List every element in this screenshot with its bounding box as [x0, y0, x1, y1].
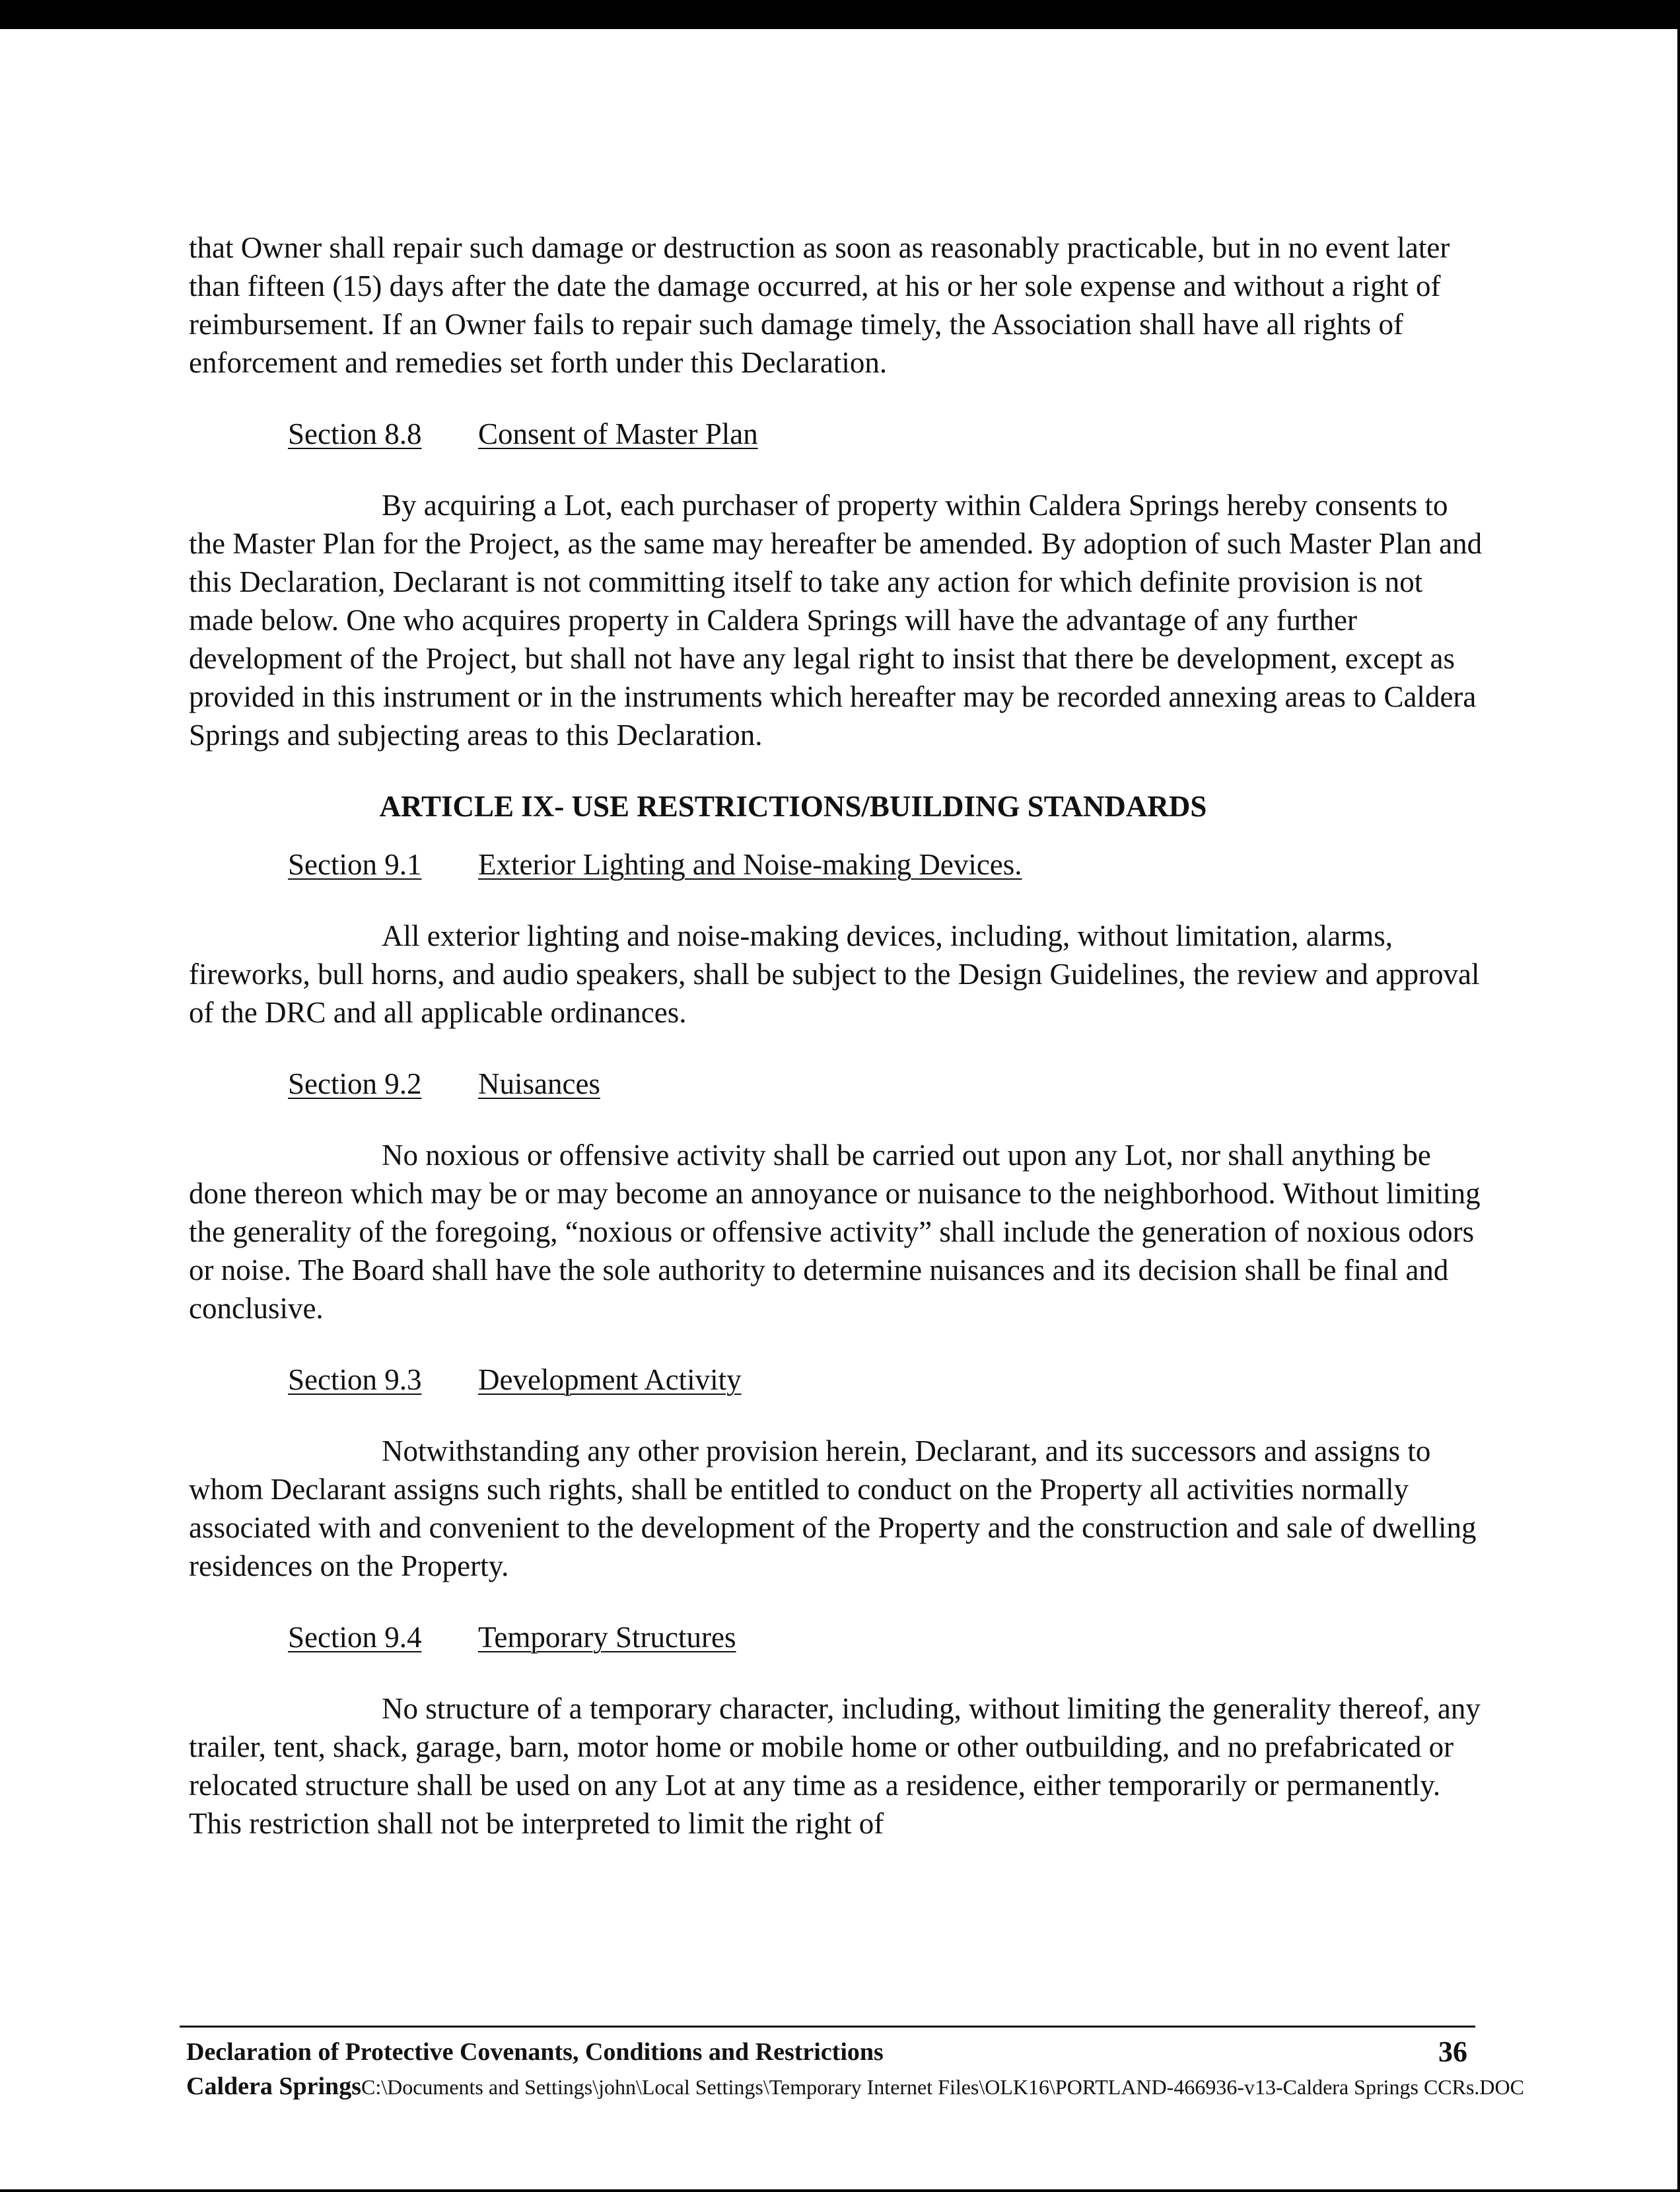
section-8-8-heading [288, 415, 1490, 453]
section-9-3-text: Notwithstanding any other provision herein, Declarant, and its successors and assigns to whom Declarant assigns such rights, shall be entitled to conduct on the Property all activities normally associated with and convenient to the development of the Property and the construction and sale of dwelling residences on the Property. [189, 1434, 1477, 1582]
section-9-4-heading [288, 1618, 1490, 1656]
section-9-3-heading [288, 1361, 1490, 1399]
scan-top-border [0, 0, 1680, 29]
section-title: Exterior Lighting and Noise-making Devices. [478, 848, 1022, 881]
section-number: Section 9.4 [288, 1621, 422, 1654]
section-number: Section 9.3 [288, 1363, 422, 1396]
section-title: Nuisances [478, 1067, 600, 1100]
section-number: Section 9.2 [288, 1067, 422, 1100]
section-9-4-text: No structure of a temporary character, including, without limiting the generality thereof, any trailer, tent, shack, garage, barn, motor home or mobile home or other outbuilding, and no prefabricated or relocated structure shall be used on any Lot at any time as a residence, either temporarily or permanently. This restriction shall not be interpreted to limit the right of [189, 1692, 1481, 1840]
section-9-2-text: No noxious or offensive activity shall be carried out upon any Lot, nor shall anything be done thereon which may be or may become an annoyance or nuisance to the neighborhood. Without limiting the generality of the foregoing, “noxious or offensive activity” shall include the generation of noxious odors or noise. The Board shall have the sole authority to determine nuisances and its decision shall be final and conclusive. [189, 1139, 1481, 1325]
footer-title-line [186, 2036, 1467, 2068]
footer-path-line [186, 2072, 1593, 2102]
section-9-1-text: All exterior lighting and noise-making devices, including, without limitation, alarms, fireworks, bull horns, and audio speakers, shall be subject to the Design Guidelines, the review and approval of the DRC and all applicable ordinances. [189, 919, 1480, 1029]
section-8-8-text: By acquiring a Lot, each purchaser of property within Caldera Springs hereby consents to the Master Plan for the Project, as the same may hereafter be amended. By adoption of such Master Plan and this Declaration, Declarant is not committing itself to take any action for which definite provision is not made below. One who acquires property in Caldera Springs will have the advantage of any further development of the Project, but shall not have any legal right to insist that there be development, except as provided in this instrument or in the instruments which hereafter may be recorded annexing areas to Caldera Springs and subjecting areas to this Declaration. [189, 489, 1483, 752]
section-title: Consent of Master Plan [478, 417, 758, 450]
article-ix-heading: ARTICLE IX- USE RESTRICTIONS/BUILDING STANDARDS [379, 790, 1207, 823]
section-9-2-heading [288, 1065, 1490, 1103]
footer-divider [180, 2026, 1475, 2028]
scan-right-border [1677, 29, 1680, 2192]
footer-file-path: C:\Documents and Settings\john\Local Settings\Temporary Internet Files\OLK16\PORTLAND-466936-v13-Caldera Springs CCRs.DOC [361, 2075, 1524, 2099]
section-9-1-heading [288, 845, 1490, 884]
section-title: Temporary Structures [478, 1621, 736, 1654]
footer-doc-title: Declaration of Protective Covenants, Conditions and Restrictions [186, 2038, 884, 2066]
document-body [189, 229, 1490, 1876]
page-number: 36 [1438, 2035, 1467, 2068]
intro-paragraph: that Owner shall repair such damage or destruction as soon as reasonably practicable, but in no event later than fifteen (15) days after the date the damage occurred, at his or her sole expense and without a right of reimbursement. If an Owner fails to repair such damage timely, the Association shall have all rights of enforcement and remedies set forth under this Declaration. [189, 231, 1450, 379]
footer-project-name: Caldera Springs [186, 2072, 361, 2100]
section-title: Development Activity [478, 1363, 742, 1396]
section-number: Section 8.8 [288, 417, 422, 450]
section-number: Section 9.1 [288, 848, 422, 881]
scan-bottom-border [0, 2189, 1680, 2192]
